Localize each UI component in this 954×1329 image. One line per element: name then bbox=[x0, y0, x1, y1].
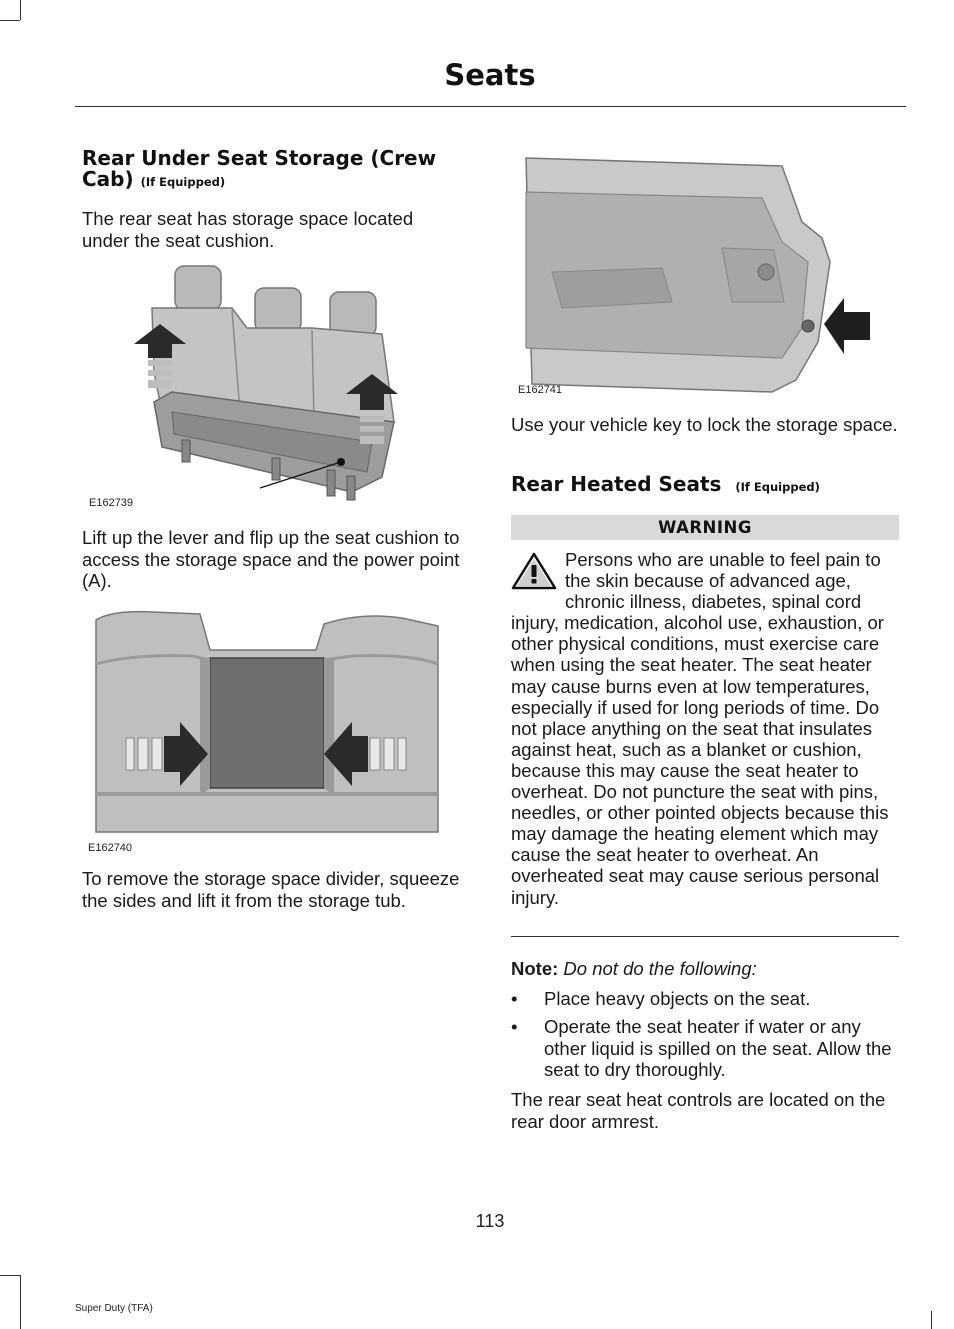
bullet-symbol: • bbox=[511, 1016, 518, 1037]
rear-seat-illustration bbox=[82, 262, 472, 514]
warning-text-block bbox=[511, 549, 900, 908]
if-equipped-note: (If Equipped) bbox=[735, 480, 820, 494]
list-item-text: Operate the seat heater if water or any other liquid is spilled on the seat. Allow the seat to dry thoroughly. bbox=[544, 1016, 892, 1080]
figure-code: E162741 bbox=[518, 384, 563, 396]
paragraph: Lift up the lever and flip up the seat cushion to access the storage space and the power point (A). bbox=[82, 527, 460, 591]
note-text: Do not do the following: bbox=[563, 958, 757, 979]
list-item bbox=[511, 988, 901, 1012]
paragraph: The rear seat has storage space located under the seat cushion. bbox=[82, 208, 414, 251]
book-footer: Super Duty (TFA) bbox=[75, 1303, 153, 1314]
section-heading-line1: Rear Under Seat Storage (Crew bbox=[82, 146, 437, 170]
note bbox=[511, 958, 901, 980]
storage-divider-illustration bbox=[92, 604, 442, 838]
note-label: Note: bbox=[511, 958, 559, 979]
storage-lock-illustration bbox=[512, 152, 900, 402]
list-item-text: Place heavy objects on the seat. bbox=[544, 988, 811, 1009]
warning-text: Persons who are unable to feel pain to the skin because of advanced age, chronic illness, diabetes, spinal cord injury, medication, alcohol use, exhaustion, or other physical conditions, must exercise care when using the seat heater. The seat heater may cause burns even at low temperatures, especially if used for long periods of time. Do not place anything on the seat that insulates against heat, such as a blanket or cushion, because this may cause the seat heater to overheat. Do not puncture the seat with pins, needles, or other pointed objects because this may damage the heating element which may cause the seat heater to overheat. An overheated seat may cause serious personal injury. bbox=[511, 549, 889, 908]
figure-code: E162739 bbox=[89, 497, 134, 509]
crop-mark bbox=[0, 20, 20, 21]
paragraph: The rear seat heat controls are located on the rear door armrest. bbox=[511, 1089, 886, 1132]
header-divider bbox=[75, 106, 906, 107]
crop-mark bbox=[931, 1311, 932, 1329]
page-number: 113 bbox=[475, 1211, 505, 1231]
crop-mark bbox=[20, 1275, 21, 1329]
warning-banner: WARNING bbox=[511, 515, 899, 540]
paragraph: To remove the storage space divider, squeeze the sides and lift it from the storage tub. bbox=[82, 868, 460, 911]
crop-mark bbox=[20, 0, 21, 20]
warning-divider bbox=[511, 936, 899, 937]
list-item bbox=[511, 1016, 901, 1082]
section-heading-line2 bbox=[82, 169, 472, 193]
if-equipped-note: (If Equipped) bbox=[140, 175, 226, 189]
section-heading-storage bbox=[82, 148, 472, 193]
page-title: Seats bbox=[444, 58, 536, 92]
paragraph: Use your vehicle key to lock the storage space. bbox=[511, 414, 898, 435]
warning-triangle-icon bbox=[511, 552, 557, 590]
section-heading-cont: Cab) bbox=[82, 167, 134, 191]
section-heading-text: Rear Heated Seats bbox=[511, 472, 722, 496]
figure-code: E162740 bbox=[88, 842, 133, 854]
bullet-symbol: • bbox=[511, 988, 518, 1009]
section-heading-heated bbox=[511, 474, 901, 498]
crop-mark bbox=[0, 1275, 20, 1276]
